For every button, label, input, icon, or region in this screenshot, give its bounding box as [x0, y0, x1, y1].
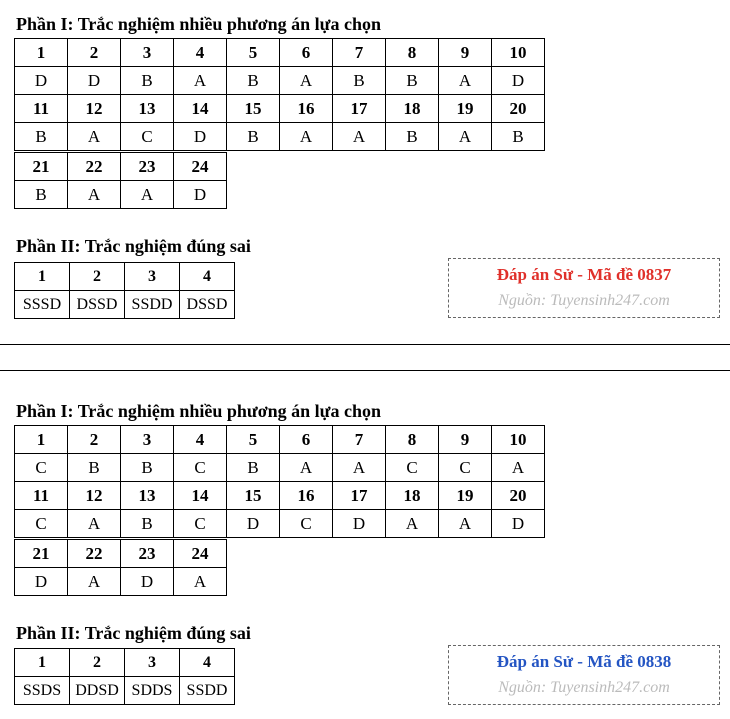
question-number: 11	[15, 95, 68, 123]
question-number: 3	[125, 649, 180, 677]
question-number: 22	[68, 153, 121, 181]
question-number: 19	[439, 95, 492, 123]
mc-answer-table-tail	[14, 152, 227, 209]
question-number: 11	[15, 482, 68, 510]
divider-line	[0, 344, 730, 345]
mc-answer-table	[14, 38, 545, 151]
question-number: 10	[492, 39, 545, 67]
question-number: 2	[68, 426, 121, 454]
answer-cell: A	[439, 123, 492, 151]
answer-cell: C	[439, 454, 492, 482]
question-number: 23	[121, 153, 174, 181]
part2-title: Phần II: Trắc nghiệm đúng sai	[16, 623, 251, 643]
question-number: 10	[492, 426, 545, 454]
question-number: 5	[227, 426, 280, 454]
answer-cell: A	[439, 510, 492, 538]
answer-cell: B	[121, 510, 174, 538]
question-number: 20	[492, 482, 545, 510]
question-number: 8	[386, 426, 439, 454]
question-number: 13	[121, 95, 174, 123]
answer-cell: D	[492, 67, 545, 95]
question-number: 19	[439, 482, 492, 510]
answer-cell: C	[121, 123, 174, 151]
question-number: 12	[68, 482, 121, 510]
answer-cell: B	[227, 454, 280, 482]
answer-cell: B	[333, 67, 386, 95]
mc-answer-table-tail	[14, 539, 227, 596]
question-number: 23	[121, 540, 174, 568]
question-number: 2	[68, 39, 121, 67]
answer-cell: A	[174, 568, 227, 596]
answer-cell: B	[492, 123, 545, 151]
question-number: 5	[227, 39, 280, 67]
question-number: 6	[280, 426, 333, 454]
answer-cell: A	[333, 123, 386, 151]
answer-cell: A	[68, 123, 121, 151]
question-number: 1	[15, 426, 68, 454]
answer-cell: B	[121, 454, 174, 482]
question-number: 24	[174, 153, 227, 181]
answer-cell: A	[492, 454, 545, 482]
question-number: 22	[68, 540, 121, 568]
answer-cell: A	[68, 510, 121, 538]
answer-cell: B	[386, 123, 439, 151]
question-number: 16	[280, 95, 333, 123]
answer-cell: A	[68, 568, 121, 596]
question-number: 4	[180, 649, 235, 677]
answer-key-title: Đáp án Sử - Mã đề 0838	[496, 652, 672, 671]
question-number: 15	[227, 482, 280, 510]
question-number: 1	[15, 649, 70, 677]
question-number: 2	[70, 649, 125, 677]
answer-cell: DDSD	[70, 677, 125, 705]
question-number: 18	[386, 482, 439, 510]
question-number: 2	[70, 263, 125, 291]
question-number: 12	[68, 95, 121, 123]
part1-title: Phần I: Trắc nghiệm nhiều phương án lựa chọn	[16, 14, 381, 34]
question-number: 21	[15, 540, 68, 568]
question-number: 4	[174, 426, 227, 454]
answer-cell: D	[333, 510, 386, 538]
answer-cell: SSSD	[15, 291, 70, 319]
question-number: 20	[492, 95, 545, 123]
answer-cell: D	[15, 67, 68, 95]
answer-key-box	[448, 258, 720, 318]
question-number: 16	[280, 482, 333, 510]
answer-cell: D	[174, 181, 227, 209]
answer-cell: SSDS	[15, 677, 70, 705]
source-label: Nguồn: Tuyensinh247.com	[498, 292, 670, 309]
question-number: 17	[333, 95, 386, 123]
question-number: 24	[174, 540, 227, 568]
question-number: 4	[180, 263, 235, 291]
answer-cell: A	[386, 510, 439, 538]
answer-cell: D	[174, 123, 227, 151]
answer-key-title: Đáp án Sử - Mã đề 0837	[496, 265, 672, 284]
question-number: 7	[333, 426, 386, 454]
part2-title: Phần II: Trắc nghiệm đúng sai	[16, 236, 251, 256]
answer-cell: C	[174, 510, 227, 538]
answer-cell: B	[121, 67, 174, 95]
question-number: 3	[125, 263, 180, 291]
question-number: 14	[174, 482, 227, 510]
answer-cell: B	[68, 454, 121, 482]
question-number: 14	[174, 95, 227, 123]
answer-cell: D	[121, 568, 174, 596]
answer-cell: C	[15, 454, 68, 482]
answer-cell: DSSD	[180, 291, 235, 319]
question-number: 7	[333, 39, 386, 67]
answer-cell: DSSD	[70, 291, 125, 319]
answer-key-box	[448, 645, 720, 705]
answer-cell: A	[121, 181, 174, 209]
question-number: 1	[15, 263, 70, 291]
answer-cell: A	[174, 67, 227, 95]
question-number: 9	[439, 39, 492, 67]
answer-cell: B	[15, 123, 68, 151]
answer-cell: B	[227, 67, 280, 95]
answer-cell: B	[386, 67, 439, 95]
part1-title: Phần I: Trắc nghiệm nhiều phương án lựa chọn	[16, 401, 381, 421]
question-number: 3	[121, 39, 174, 67]
answer-cell: D	[15, 568, 68, 596]
answer-cell: A	[68, 181, 121, 209]
source-label: Nguồn: Tuyensinh247.com	[498, 679, 670, 696]
answer-cell: C	[386, 454, 439, 482]
answer-cell: B	[15, 181, 68, 209]
answer-cell: A	[280, 123, 333, 151]
question-number: 18	[386, 95, 439, 123]
answer-cell: A	[439, 67, 492, 95]
answer-cell: C	[174, 454, 227, 482]
answer-cell: A	[280, 67, 333, 95]
answer-cell: D	[492, 510, 545, 538]
answer-cell: B	[227, 123, 280, 151]
answer-cell: D	[68, 67, 121, 95]
question-number: 13	[121, 482, 174, 510]
divider-line	[0, 370, 730, 371]
question-number: 8	[386, 39, 439, 67]
question-number: 9	[439, 426, 492, 454]
question-number: 6	[280, 39, 333, 67]
question-number: 15	[227, 95, 280, 123]
tf-answer-table	[14, 262, 235, 319]
answer-cell: SSDD	[125, 291, 180, 319]
answer-cell: C	[15, 510, 68, 538]
question-number: 4	[174, 39, 227, 67]
answer-cell: C	[280, 510, 333, 538]
answer-cell: A	[280, 454, 333, 482]
question-number: 21	[15, 153, 68, 181]
answer-cell: SSDD	[180, 677, 235, 705]
tf-answer-table	[14, 648, 235, 705]
question-number: 1	[15, 39, 68, 67]
answer-cell: SDDS	[125, 677, 180, 705]
answer-cell: D	[227, 510, 280, 538]
question-number: 17	[333, 482, 386, 510]
mc-answer-table	[14, 425, 545, 538]
answer-cell: A	[333, 454, 386, 482]
question-number: 3	[121, 426, 174, 454]
